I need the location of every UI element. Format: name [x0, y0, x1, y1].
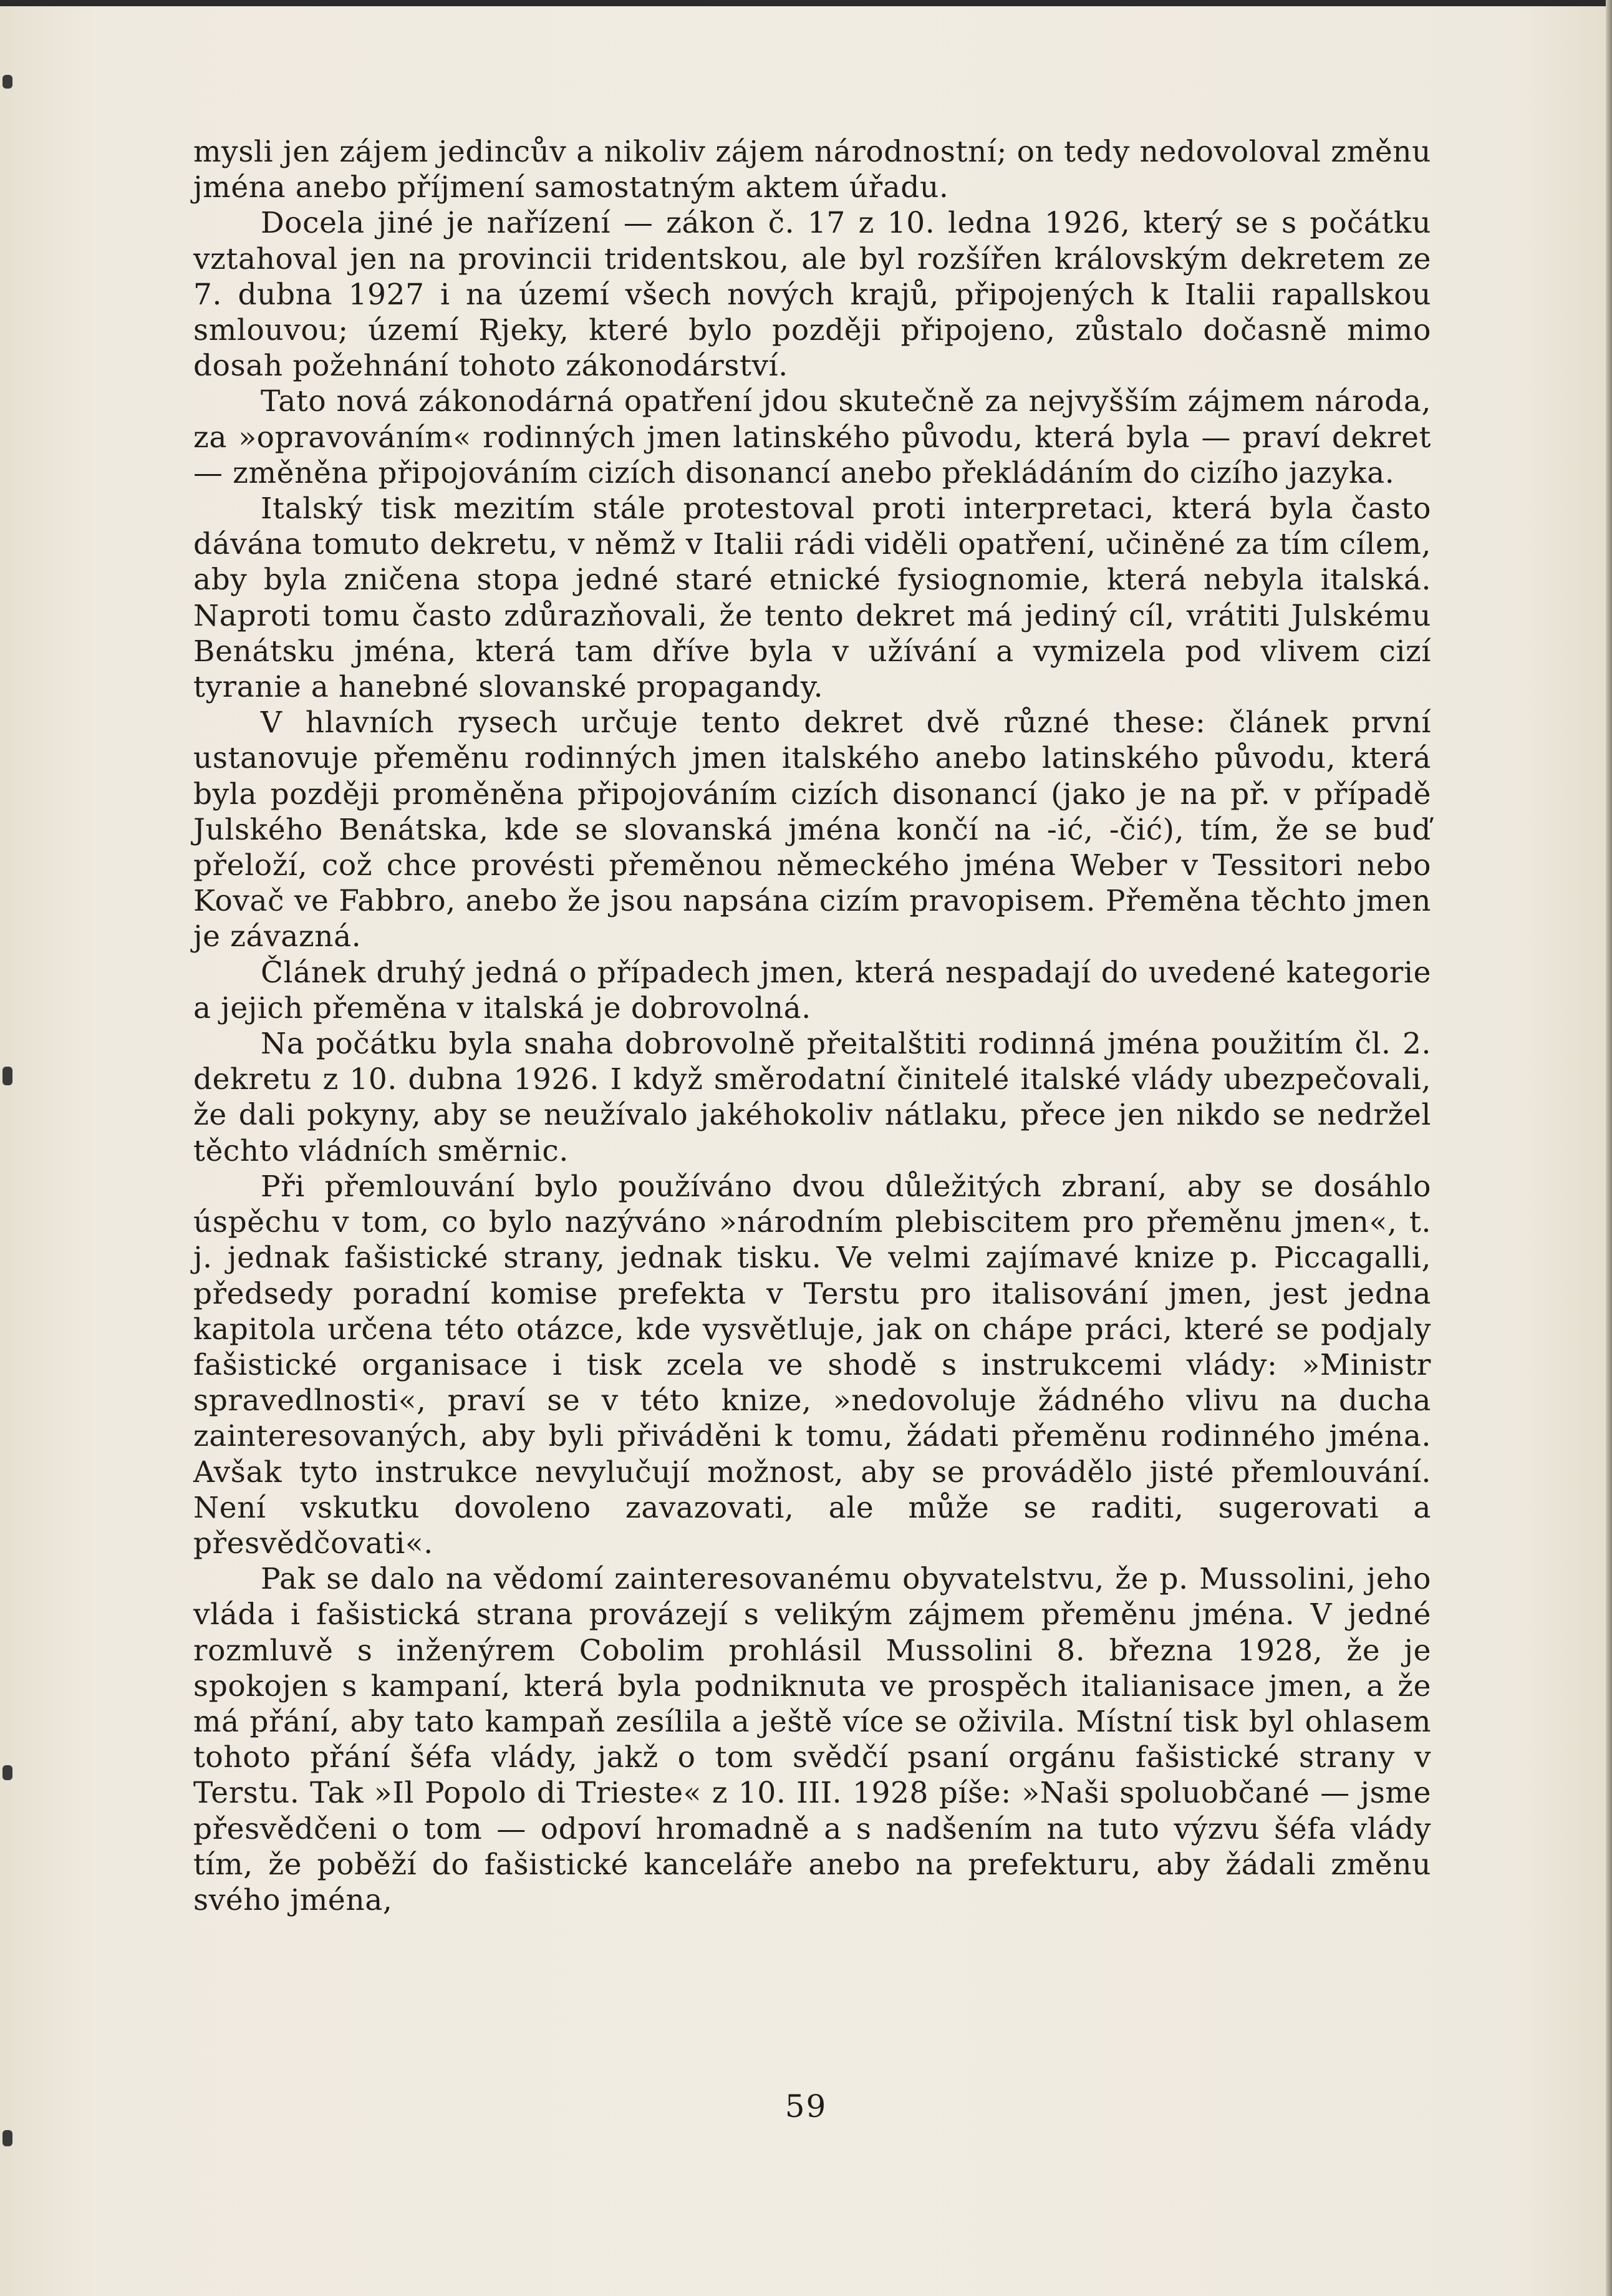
paragraph: Článek druhý jedná o případech jmen, která nespadají do uvedené kategorie a jejich přeměna v italská je dobrovolná.: [193, 955, 1431, 1025]
paragraph: Tato nová zákonodárná opatření jdou skutečně za nejvyšším zájmem národa, za »opravováním« rodinných jmen latinského původu, která byla — praví dekret — změněna připojováním cizích disonancí anebo překládáním do cizího jazyka.: [193, 384, 1431, 490]
paragraph: Na počátku byla snaha dobrovolně přeitalštiti rodinná jména použitím čl. 2. dekretu z 10. dubna 1926. I když směrodatní činitelé italské vlády ubezpečovali, že dali pokyny, aby se neužívalo jakéhokoliv nátlaku, přece jen nikdo se nedržel těchto vládních směrnic.: [193, 1027, 1431, 1168]
paragraph: Při přemlouvání bylo používáno dvou důležitých zbraní, aby se dosáhlo úspěchu v tom, co bylo nazýváno »národním plebiscitem pro přeměnu jmen«, t. j. jednak fašistické strany, jednak tisku. Ve velmi zajímavé knize p. Piccagalli, předsedy poradní komise prefekta v Terstu pro italisování jmen, jest jedna kapitola určena této otázce, kde vysvětluje, jak on chápe práci, které se podjaly fašistické organisace i tisk zcela ve shodě s instrukcemi vlády: »Ministr spravedlnosti«, praví se v této knize, »nedovoluje žádného vlivu na ducha zainteresovaných, aby byli přiváděni k tomu, žádati přeměnu rodinného jména. Avšak tyto instrukce nevylučují možnost, aby se provádělo jisté přemlouvání. Není vskutku dovoleno zavazovati, ale může se raditi, sugerovati a přesvědčovati«.: [193, 1169, 1431, 1561]
paragraph: Docela jiné je nařízení — zákon č. 17 z 10. ledna 1926, který se s počátku vztahoval jen na provincii tridentskou, ale byl rozšířen královským dekretem ze 7. dubna 1927 i na území všech nových krajů, připojených k Italii rapallskou smlouvou; území Rjeky, které bylo později připojeno, zůstalo dočasně mimo dosah požehnání tohoto zákonodárství.: [193, 206, 1431, 384]
page-number: 59: [784, 2088, 828, 2124]
paragraph: mysli jen zájem jedincův a nikoliv zájem národnostní; on tedy nedovoloval změnu jména anebo příjmení samostatným aktem úřadu.: [193, 135, 1431, 205]
body-text: [193, 134, 1431, 1918]
binding-mark: [2, 2130, 12, 2146]
paragraph: Italský tisk mezitím stále protestoval proti interpretaci, která byla často dávána tomuto dekretu, v němž v Italii rádi viděli opatření, učiněné za tím cílem, aby byla zničena stopa jedné staré etnické fysiognomie, která nebyla italská. Naproti tomu často zdůrazňovali, že tento dekret má jediný cíl, vrátiti Julskému Benátsku jména, která tam dříve byla v užívání a vymizela pod vlivem cizí tyranie a hanebné slovanské propagandy.: [193, 492, 1431, 705]
scan-right-edge: [1606, 0, 1612, 2296]
paragraph: V hlavních rysech určuje tento dekret dvě různé these: článek první ustanovuje přeměnu rodinných jmen italského anebo latinského původu, která byla později proměněna připojováním cizích disonancí (jako je na př. v případě Julského Benátska, kde se slovanská jména končí na -ić, -čić), tím, že se buď přeloží, což chce provésti přeměnou německého jména Weber v Tessitori nebo Kovač ve Fabbro, anebo že jsou napsána cizím pravopisem. Přeměna těchto jmen je závazná.: [193, 705, 1431, 954]
scan-top-edge: [0, 0, 1612, 6]
binding-mark: [2, 1765, 12, 1780]
binding-mark: [2, 75, 12, 89]
binding-mark: [2, 1067, 12, 1085]
paragraph: Pak se dalo na vědomí zainteresovanému obyvatelstvu, že p. Mussolini, jeho vláda i fašistická strana provázejí s velikým zájmem přeměnu jména. V jedné rozmluvě s inženýrem Cobolim prohlásil Mussolini 8. března 1928, že je spokojen s kampaní, která byla podniknuta ve prospěch italianisace jmen, a že má přání, aby tato kampaň zesílila a ještě více se oživila. Místní tisk byl ohlasem tohoto přání šéfa vlády, jakž o tom svědčí psaní orgánu fašistické strany v Terstu. Tak »Il Popolo di Trieste« z 10. III. 1928 píše: »Naši spoluobčané — jsme přesvědčeni o tom — odpoví hromadně a s nadšením na tuto výzvu šéfa vlády tím, že poběží do fašistické kanceláře anebo na prefekturu, aby žádali změnu svého jména,: [193, 1562, 1431, 1917]
